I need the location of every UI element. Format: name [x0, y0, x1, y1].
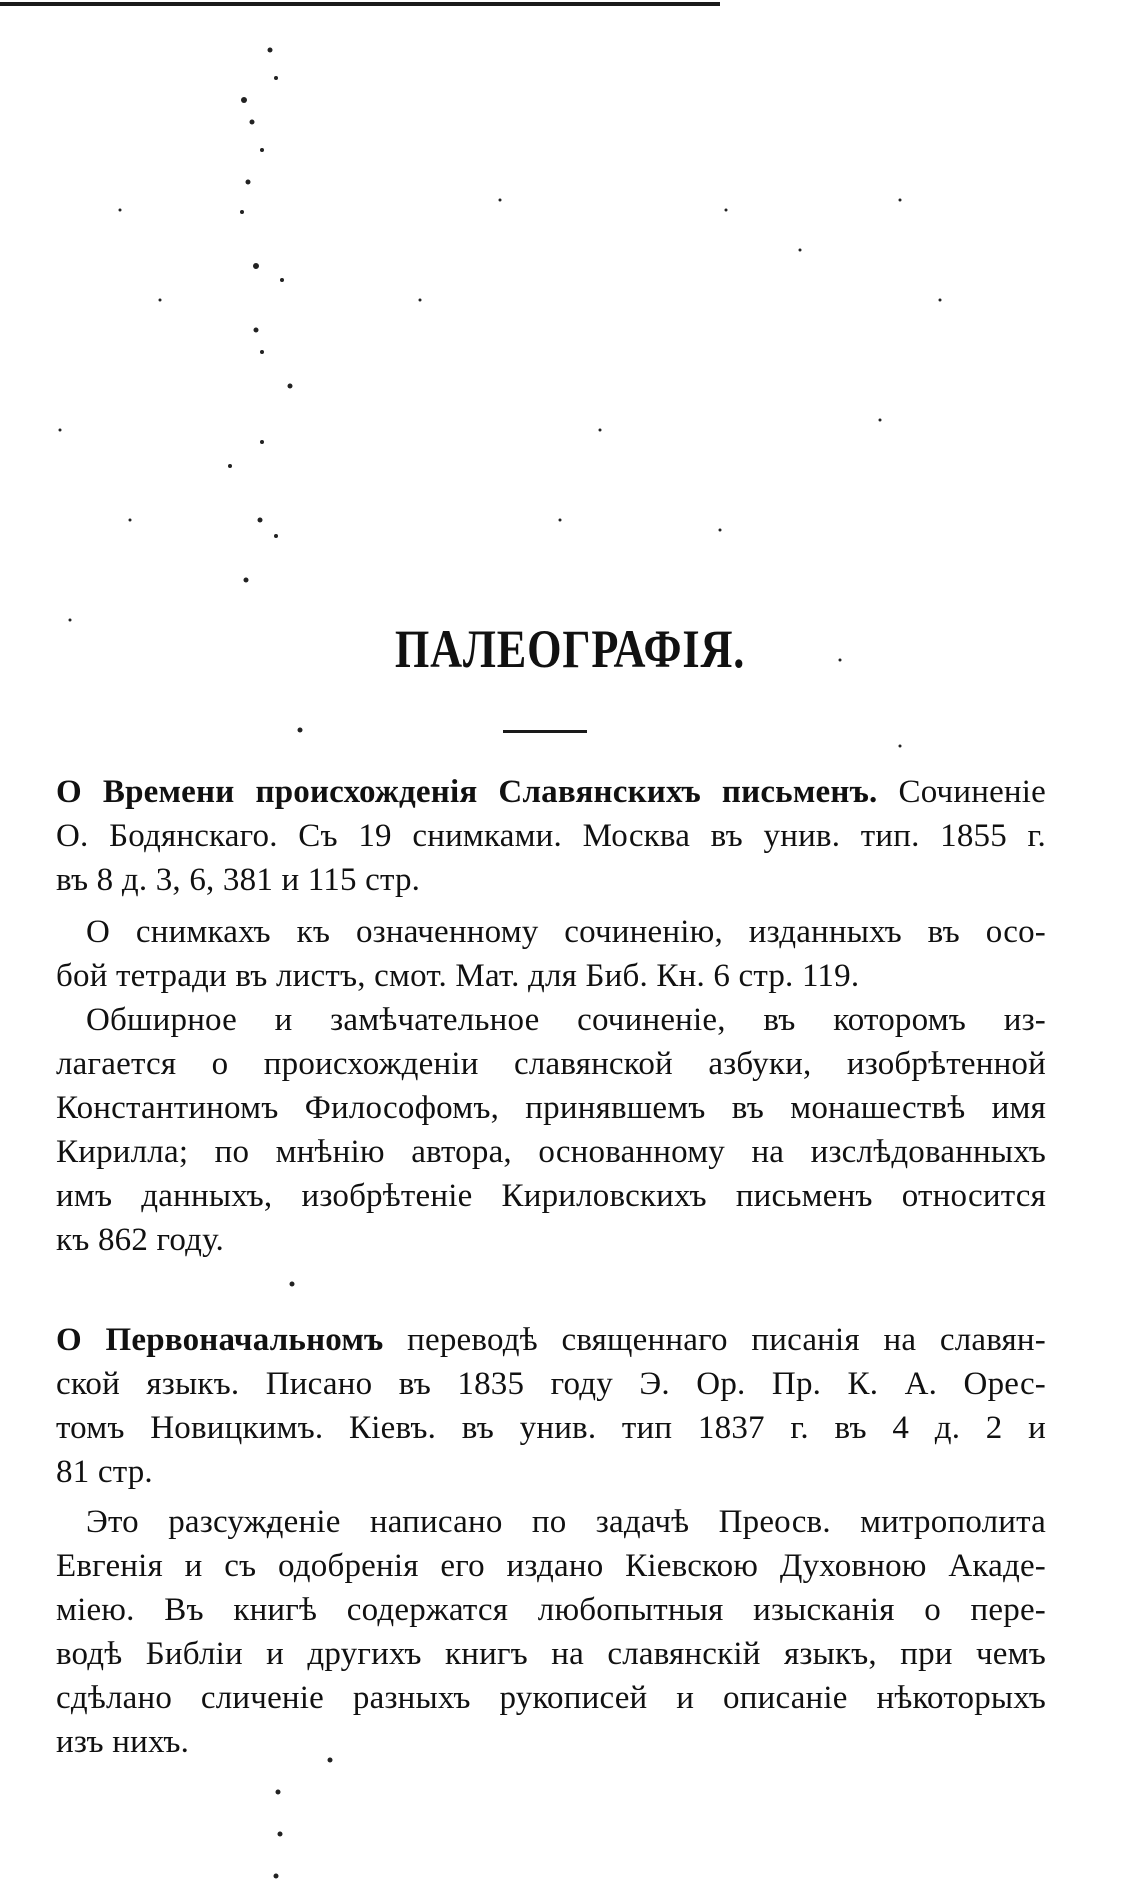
- citation-title: О Первоначальномъ: [56, 1322, 384, 1358]
- entry-novitsky: [56, 1318, 1046, 1494]
- citation-line: [56, 1318, 1046, 1362]
- citation-line: [56, 1362, 1046, 1406]
- citation-text: Сочиненіе: [877, 774, 1046, 810]
- citation-text: въ 8 д. 3, 6, 381 и 115 стр.: [56, 862, 421, 898]
- description-line: Это разсужденіе написано по задачѣ Преосв. митрополита: [86, 1504, 1046, 1540]
- description-line: сдѣлано сличеніе разныхъ рукописей и описаніе нѣкоторыхъ: [56, 1680, 1046, 1716]
- description-line: имъ данныхъ, изобрѣтеніе Кириловскихъ письменъ относится: [56, 1178, 1046, 1214]
- note-line: бой тетради въ листъ, смот. Мат. для Биб. Кн. 6 стр. 119.: [56, 958, 860, 994]
- entry-novitsky-description: [56, 1500, 1046, 1764]
- citation-line: [56, 814, 1046, 858]
- description-line: Евгенія и съ одобренія его издано Кіевскою Духовною Акаде-: [56, 1548, 1046, 1584]
- description-line: изъ нихъ.: [56, 1724, 190, 1760]
- description-line: Обширное и замѣчательное сочиненіе, въ которомъ из-: [86, 1002, 1046, 1038]
- description-line: лагается о происхожденіи славянской азбуки, изобрѣтенной: [56, 1046, 1046, 1082]
- description-line: къ 862 году.: [56, 1222, 224, 1258]
- citation-line: [56, 1450, 1046, 1494]
- entry-bodyansky-description: [56, 998, 1046, 1262]
- title-divider: [503, 730, 587, 733]
- citation-text: переводѣ священнаго писанія на славян-: [383, 1322, 1046, 1358]
- citation-text: О. Бодянскаго. Съ 19 снимками. Москва въ унив. тип. 1855 г.: [56, 818, 1046, 854]
- note-line: О снимкахъ къ означенному сочиненію, изданныхъ въ осо-: [86, 914, 1046, 950]
- entry-bodyansky: [56, 770, 1046, 902]
- citation-text: томъ Новицкимъ. Кіевъ. въ унив. тип 1837 г. въ 4 д. 2 и: [56, 1410, 1046, 1446]
- citation-line: [56, 1406, 1046, 1450]
- description-line: міею. Въ книгѣ содержатся любопытныя изысканія о пере-: [56, 1592, 1046, 1628]
- citation-text: ской языкъ. Писано въ 1835 году Э. Ор. Пр. К. А. Орес-: [56, 1366, 1046, 1402]
- description-line: Константиномъ Философомъ, принявшемъ въ монашествѣ имя: [56, 1090, 1046, 1126]
- citation-line: [56, 858, 1046, 902]
- description-line: Кирилла; по мнѣнію автора, основанному на изслѣдованныхъ: [56, 1134, 1046, 1170]
- description-line: водѣ Библіи и другихъ книгъ на славянскій языкъ, при чемъ: [56, 1636, 1046, 1672]
- citation-title: О Времени происхожденія Славянскихъ письменъ.: [56, 774, 878, 810]
- citation-text: 81 стр.: [56, 1454, 153, 1490]
- entry-bodyansky-note: [56, 910, 1046, 998]
- page-title: ПАЛЕОГРАФІЯ.: [394, 619, 746, 679]
- citation-line: [56, 770, 1046, 814]
